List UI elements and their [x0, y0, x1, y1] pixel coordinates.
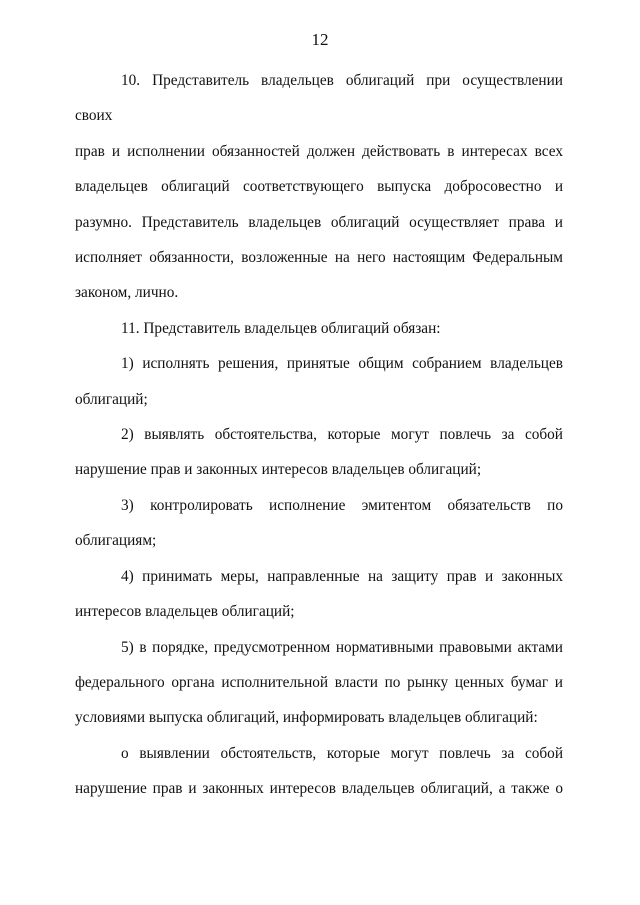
text-line: облигаций; — [75, 390, 148, 408]
page-number: 12 — [311, 30, 329, 49]
text-line: 2) выявлять обстоятельства, которые могут повлечь за собой — [121, 426, 563, 444]
list-item-3 — [75, 488, 563, 559]
text-line: законом, лично. — [75, 284, 179, 302]
text-line: облигациям; — [75, 532, 157, 550]
text-line: федерального органа исполнительной власти по рынку ценных бумаг и — [75, 673, 563, 691]
text-line: 3) контролировать исполнение эмитентом обязательств по — [121, 496, 563, 514]
paragraph-11 — [75, 311, 563, 346]
text-line: нарушение прав и законных интересов владельцев облигаций; — [75, 461, 482, 479]
text-line: условиями выпуска облигаций, информировать владельцев облигаций: — [75, 709, 538, 727]
document-body — [75, 63, 563, 807]
text-line: владельцев облигаций соответствующего выпуска добросовестно и — [75, 178, 563, 196]
text-line: 1) исполнять решения, принятые общим собранием владельцев — [121, 355, 563, 373]
text-line: 11. Представитель владельцев облигаций обязан: — [121, 319, 441, 337]
text-line: 4) принимать меры, направленные на защиту прав и законных — [121, 567, 563, 585]
sub-item-circumstances — [75, 736, 563, 807]
list-item-4 — [75, 559, 563, 630]
text-line: нарушение прав и законных интересов владельцев облигаций, а также о — [75, 780, 563, 798]
list-item-5 — [75, 630, 563, 736]
paragraph-10 — [75, 63, 563, 311]
text-line: разумно. Представитель владельцев облигаций осуществляет права и — [75, 213, 563, 231]
text-line: прав и исполнении обязанностей должен действовать в интересах всех — [75, 142, 563, 160]
text-line: исполняет обязанности, возложенные на него настоящим Федеральным — [75, 249, 563, 267]
text-line: 10. Представитель владельцев облигаций при осуществлении своих — [75, 72, 563, 125]
text-line: о выявлении обстоятельств, которые могут повлечь за собой — [121, 744, 563, 762]
list-item-1 — [75, 346, 563, 417]
text-line: интересов владельцев облигаций; — [75, 603, 295, 621]
list-item-2 — [75, 417, 563, 488]
text-line: 5) в порядке, предусмотренном нормативными правовыми актами — [121, 638, 563, 656]
